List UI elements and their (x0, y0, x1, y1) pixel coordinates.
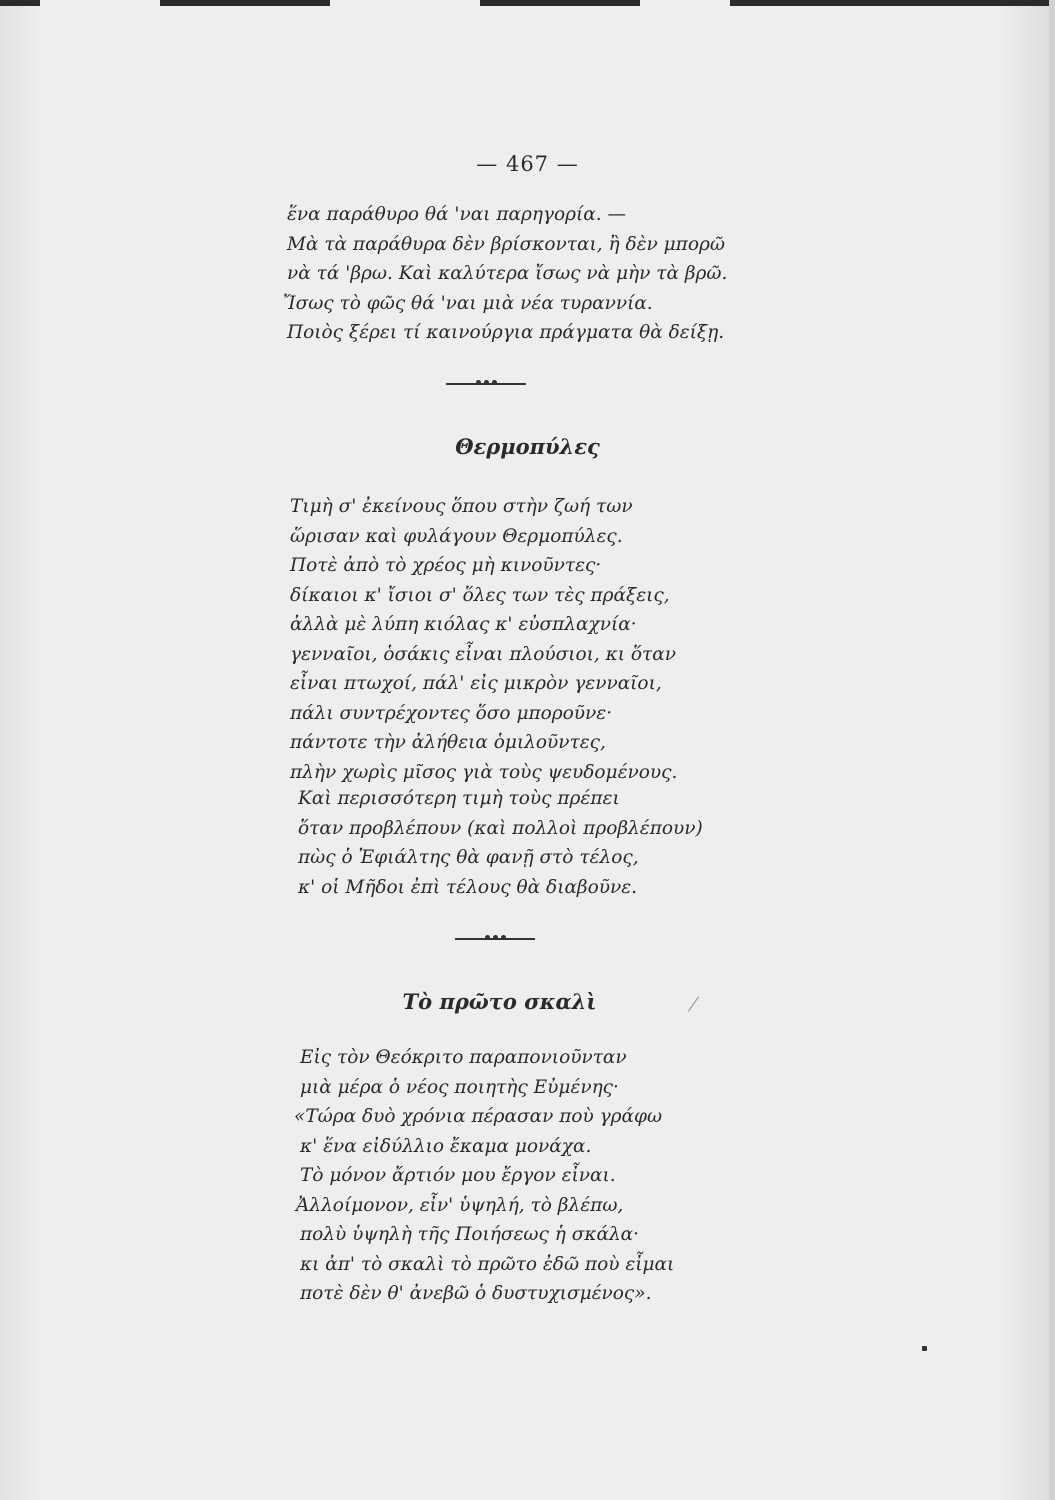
verse-line: κι ἀπ' τὸ σκαλὶ τὸ πρῶτο ἐδῶ ποὺ εἶμαι (300, 1253, 675, 1275)
verse-line: πὼς ὁ Ἐφιάλτης θὰ φανῇ στὸ τέλος, (298, 847, 639, 868)
scan-right-edge (1049, 0, 1055, 1500)
verse-line: ὥρισαν καὶ φυλάγουν Θερμοπύλες. (290, 525, 623, 547)
verse-line: Τὸ μόνον ἄρτιόν μου ἔργον εἶναι. (300, 1165, 616, 1186)
verse-line: Ἴσως τὸ φῶς θά 'ναι μιὰ νέα τυραννία. (283, 292, 653, 314)
divider-dot (484, 380, 489, 385)
poem1-stanza-1 (290, 492, 677, 787)
divider-dot (476, 380, 481, 385)
scan-top-edge-gap (640, 0, 730, 6)
divider-dot (493, 935, 498, 940)
verse-line: ὅταν προβλέπουν (καὶ πολλοὶ προβλέπουν) (298, 817, 703, 839)
verse-line: Ἀλλοίμονον, εἶν' ὑψηλή, τὸ βλέπω, (296, 1194, 624, 1216)
section-divider (455, 938, 535, 940)
divider-dot (492, 380, 497, 385)
opening-stanza (283, 200, 728, 348)
divider-dot (485, 935, 490, 940)
verse-line: ποτὲ δὲν θ' ἀνεβῶ ὁ δυστυχισμένος». (300, 1283, 652, 1304)
verse-line: πάντοτε τὴν ἀλήθεια ὁμιλοῦντες, (290, 732, 606, 753)
verse-line: πλὴν χωρὶς μῖσος γιὰ τοὺς ψευδομένους. (290, 761, 678, 783)
scan-top-edge-gap (40, 0, 160, 6)
verse-line: γενναῖοι, ὁσάκις εἶναι πλούσιοι, κι ὅταν (290, 643, 676, 665)
verse-line: Εἰς τὸν Θεόκριτο παραπονιοῦνταν (300, 1047, 627, 1068)
verse-line: κ' ἕνα εἰδύλλιο ἔκαμα μονάχα. (300, 1135, 592, 1157)
verse-line: νὰ τά 'βρω. Καὶ καλύτερα ἴσως νὰ μὴν τὰ βρῶ. (287, 263, 728, 284)
poem-title: Τὸ πρῶτο σκαλὶ (402, 989, 597, 1014)
verse-line: Τιμὴ σ' ἐκείνους ὅπου στὴν ζωή των (290, 496, 633, 517)
page-number: — 467 — (476, 152, 579, 176)
verse-line: Ποτὲ ἀπὸ τὸ χρέος μὴ κινοῦντες· (290, 555, 602, 576)
verse-line: πάλι συντρέχοντες ὅσο μποροῦνε· (290, 702, 613, 724)
verse-line: ἀλλὰ μὲ λύπη κιόλας κ' εὐσπλαχνία· (290, 614, 637, 635)
scan-speck (922, 1346, 927, 1351)
verse-line: εἶναι πτωχοί, πάλ' εἰς μικρὸν γενναῖοι, (290, 673, 662, 694)
verse-line: Ποιὸς ξέρει τί καινούργια πράγματα θὰ δείξῃ. (287, 322, 725, 343)
verse-line: «Τώρα δυὸ χρόνια πέρασαν ποὺ γράφω (294, 1106, 663, 1127)
scan-top-edge-gap (330, 0, 480, 6)
verse-line: Μὰ τὰ παράθυρα δὲν βρίσκονται, ἢ δὲν μπορῶ (287, 233, 725, 255)
poem2-stanza (294, 1043, 675, 1309)
section-divider (446, 383, 526, 385)
divider-dot (501, 935, 506, 940)
verse-line: κ' οἱ Μῆδοι ἐπὶ τέλους θὰ διαβοῦνε. (298, 876, 638, 898)
verse-line: ἕνα παράθυρο θά 'ναι παρηγορία. — (287, 204, 627, 225)
poem1-stanza-2 (298, 784, 703, 902)
poem-title: Θερμοπύλες (455, 434, 600, 459)
verse-line: πολὺ ὑψηλὴ τῆς Ποιήσεως ἡ σκάλα· (300, 1224, 640, 1245)
verse-line: δίκαιοι κ' ἴσιοι σ' ὅλες των τὲς πράξεις, (290, 584, 670, 606)
verse-line: μιὰ μέρα ὁ νέος ποιητὴς Εὐμένης· (300, 1076, 619, 1098)
verse-line: Καὶ περισσότερη τιμὴ τοὺς πρέπει (298, 788, 620, 809)
